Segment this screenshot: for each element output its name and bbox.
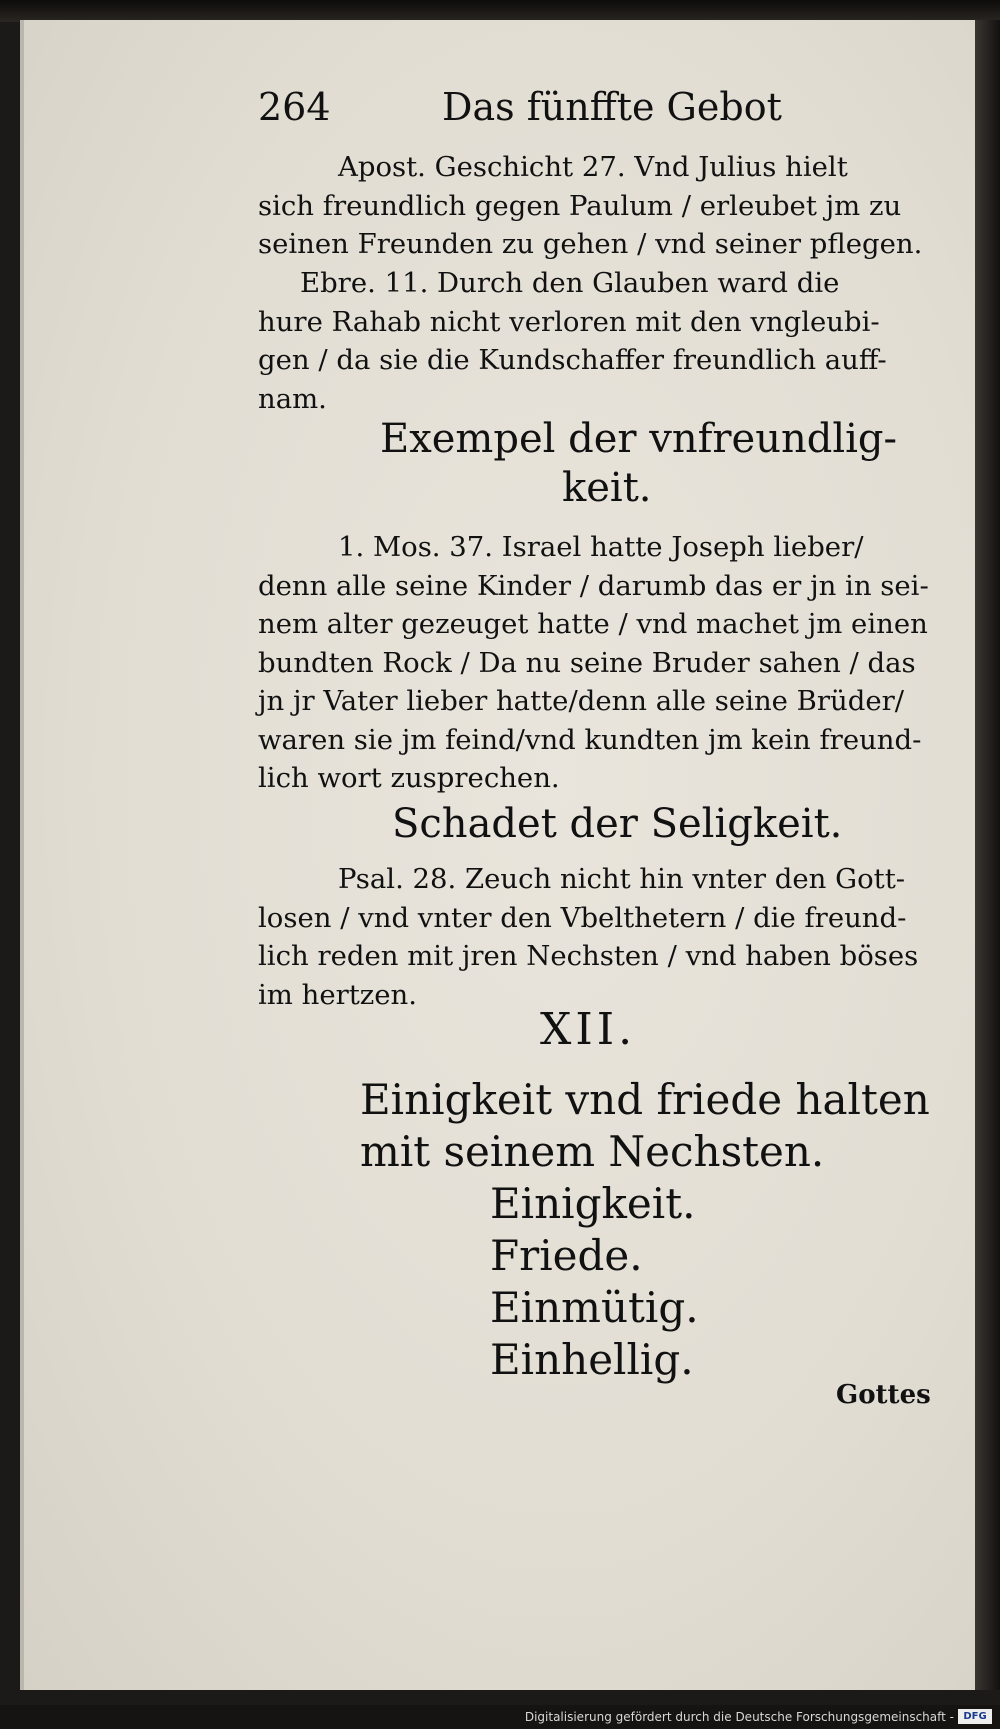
text-line: lich reden mit jren Nechsten / vnd haben böses (258, 940, 919, 972)
virtue-unity: Einigkeit. (490, 1179, 696, 1228)
text-line: Ebre. 11. Durch den Glauben ward die (300, 267, 840, 299)
text-line: jn jr Vater lieber hatte/denn alle seine Brüder/ (258, 685, 905, 717)
text-line: bundten Rock / Da nu seine Bruder sahen / das (258, 646, 916, 679)
text-line: waren sie jm feind/vnd kundten jm kein freund- (258, 723, 922, 756)
text-line: Apost. Geschicht 27. Vnd Julius hielt (338, 151, 848, 183)
digitization-footer (0, 1705, 1000, 1729)
text-line: nam. (258, 382, 327, 415)
heading-unfriendliness-line1: Exempel der vnfreundlig- (380, 416, 898, 462)
catchword: Gottes (836, 1380, 931, 1410)
dfg-logo: DFG (958, 1709, 992, 1724)
text-line: 1. Mos. 37. Israel hatte Joseph lieber/ (338, 531, 864, 563)
running-title: Das fünffte Gebot (442, 85, 782, 129)
section-title-line2: mit seinem Nechsten. (360, 1127, 825, 1176)
section-number: XII. (540, 1004, 637, 1055)
text-line: lich wort zusprechen. (258, 762, 560, 794)
text-line: gen / da sie die Kundschaffer freundlich auff- (258, 344, 887, 376)
paragraph-genesis (258, 528, 954, 798)
text-line: hure Rahab nicht verloren mit den vngleubi- (258, 305, 880, 338)
heading-unfriendliness-line2: keit. (562, 465, 652, 511)
virtue-peace: Friede. (490, 1231, 643, 1280)
virtue-unanimous: Einmütig. (490, 1283, 699, 1332)
text-line: sich freundlich gegen Paulum / erleubet jm zu (258, 189, 902, 222)
text-line: denn alle seine Kinder / darumb das er jn in sei- (258, 569, 929, 602)
text-line: im hertzen. (258, 978, 418, 1011)
book-binding-edge (975, 20, 1000, 1690)
page-header (258, 82, 798, 132)
text-line: Psal. 28. Zeuch nicht hin vnter den Gott- (338, 863, 906, 895)
scan-top-edge (0, 0, 1000, 22)
virtue-concordant: Einhellig. (490, 1335, 694, 1384)
section-title-line1: Einigkeit vnd friede halten (360, 1075, 930, 1124)
text-line: seinen Freunden zu gehen / vnd seiner pflegen. (258, 228, 923, 260)
footer-credit: Digitalisierung gefördert durch die Deutsche Forschungsgemeinschaft - (524, 1710, 954, 1724)
text-line: nem alter gezeuget hatte / vnd machet jm einen (258, 608, 928, 640)
paragraph-acts (258, 148, 954, 264)
page-number: 264 (258, 85, 331, 129)
paragraph-hebrews (258, 264, 954, 418)
text-line: losen / vnd vnter den Vbelthetern / die freund- (258, 901, 907, 934)
paragraph-psalm (258, 860, 954, 1014)
heading-harms-salvation: Schadet der Seligkeit. (392, 801, 843, 847)
